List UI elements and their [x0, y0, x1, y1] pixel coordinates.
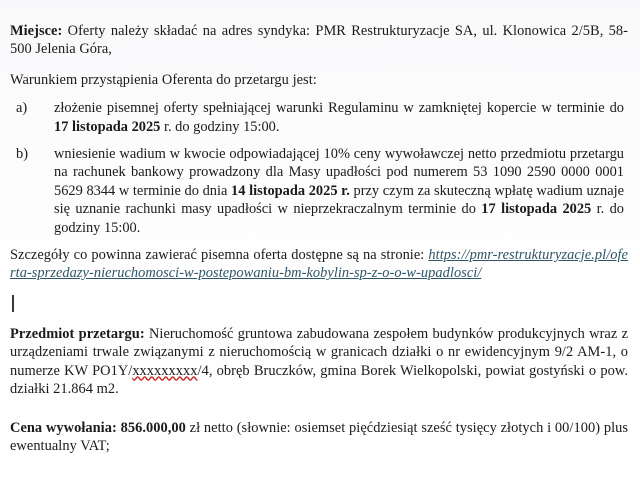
offer-details-link[interactable]: https://pmr-restrukturyzacje.pl/oferta-sprzedazy-nieruchomosci-w-postepowaniu-bm-kobylin-sp-z-o-o-w-upadlosci/	[10, 247, 628, 282]
condition-marker-b: b)	[16, 146, 28, 163]
condition-a-deadline-date: 17 listopada 2025	[54, 118, 161, 135]
condition-b-text-2: przy czym za skuteczną wpłatę wadium uznaje się uznanie rachunki masy upadłości w nieprzekraczalnym terminie do	[54, 182, 624, 218]
place-paragraph	[10, 22, 628, 59]
price-amount: 856.000,00	[116, 419, 186, 436]
condition-b-deposit-date: 14 listopada 2025 r.	[231, 182, 350, 199]
subject-text-2: /4, obręb Bruczków, gmina Borek Wielkopolski, powiat gostyński o pow. działki 21.864 m2.	[10, 362, 628, 398]
condition-a-text-1: złożenie pisemnej oferty spełniającej warunki Regulaminu w zamkniętej kopercie w terminie do	[54, 100, 624, 117]
paragraph-spacer	[10, 411, 628, 419]
condition-marker-a: a)	[16, 100, 28, 117]
condition-body-a	[54, 99, 628, 136]
subject-label: Przedmiot przetargu:	[10, 325, 145, 342]
conditions-intro: Warunkiem przystąpienia Oferenta do przetargu jest:	[10, 71, 317, 88]
details-lead-text: Szczegóły co powinna zawierać pisemna oferta dostępne są na stronie	[10, 247, 421, 264]
condition-b-text-3: r. do godziny 15:00.	[54, 201, 624, 236]
subject-paragraph	[10, 325, 628, 399]
condition-body-b	[54, 145, 628, 237]
subject-text-1: Nieruchomość gruntowa zabudowana zespołem budynków produkcyjnych wraz z urządzeniami trwale związanymi z nieruchomością w granicach działki o nr ewidencyjnym 9/2 AM-1, o numerze KW PO1Y/	[10, 325, 629, 379]
condition-item-b	[10, 145, 628, 237]
empty-line-with-caret[interactable]	[10, 295, 628, 315]
place-label: Miejsce:	[10, 23, 63, 39]
place-text: Oferty należy składać na adres syndyka: PMR Restrukturyzacje SA, ul. Klonowica 2/5B, 58-500 Jelenia Góra,	[10, 23, 628, 58]
price-label: Cena wywołania:	[10, 419, 117, 436]
price-text: zł netto (słownie: osiemset pięćdziesiąt sześć tysięcy złotych i 00/100) plus ewentualny VAT;	[10, 419, 629, 454]
condition-b-final-date: 17 listopada 2025	[481, 201, 592, 218]
text-caret	[12, 295, 14, 312]
price-paragraph	[10, 419, 628, 456]
redacted-kw-number: xxxxxxxxx	[132, 362, 198, 379]
condition-a-text-2: r. do godziny 15:00.	[160, 118, 280, 135]
condition-b-text-1: wniesienie wadium w kwocie odpowiadającej 10% ceny wywoławczej netto przedmiotu przetargu na rachunek bankowy prowadzony dla Masy upadłości pod numerem 53 1090 2590 0000 0001 5629 8344 w terminie do dnia	[54, 146, 624, 199]
details-separator: :	[420, 247, 429, 264]
details-paragraph	[10, 246, 628, 283]
condition-item-a	[10, 99, 628, 136]
